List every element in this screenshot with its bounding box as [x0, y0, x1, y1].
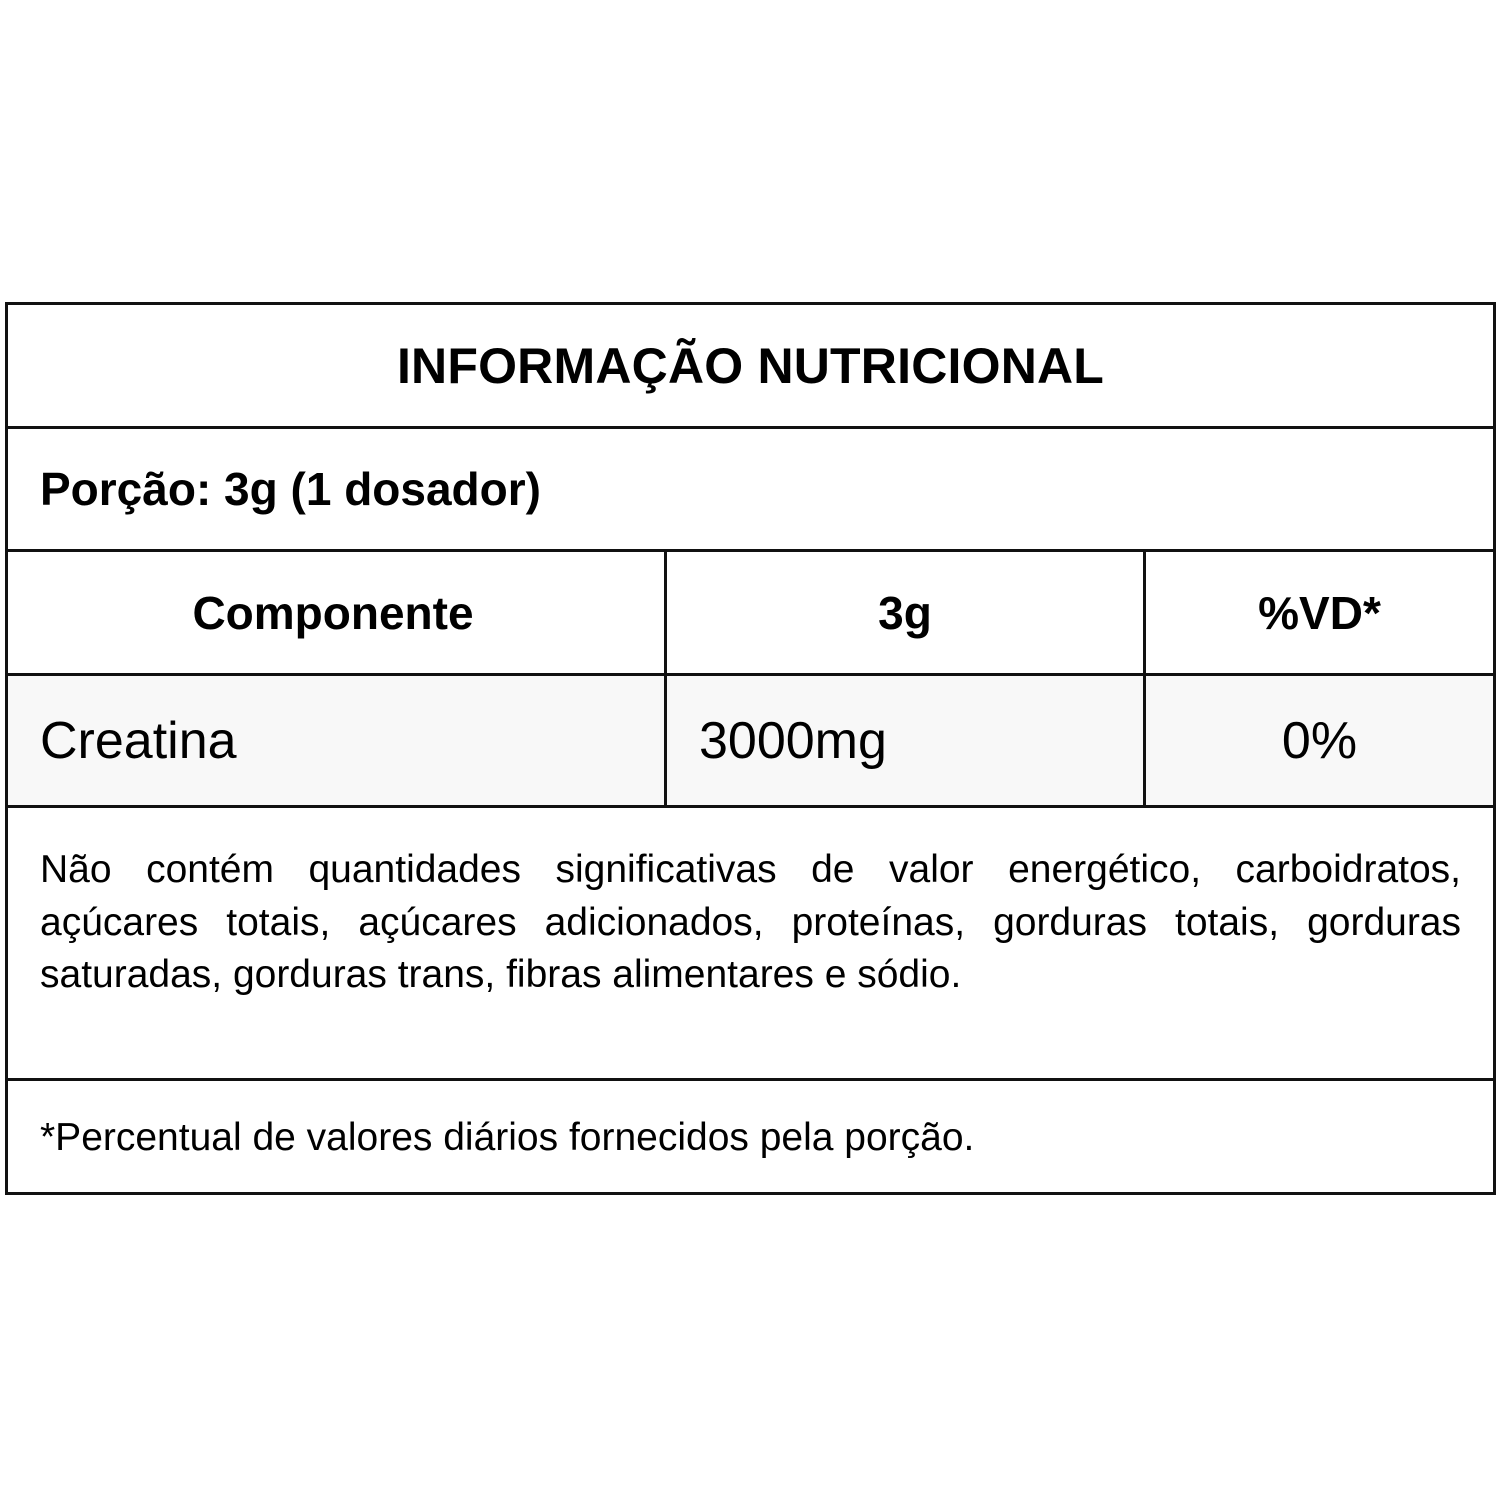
- serving-row: [8, 429, 1493, 552]
- table-header-row: [8, 552, 1493, 676]
- nutrition-facts-label: [5, 302, 1496, 1195]
- header-component: Componente: [8, 552, 667, 673]
- note-row: [8, 808, 1493, 1081]
- component-name: Creatina: [8, 676, 667, 805]
- component-daily-value: 0%: [1281, 711, 1358, 770]
- header-daily-value: %VD*: [1258, 586, 1381, 639]
- table-row: [8, 676, 1493, 808]
- footnote-row: [8, 1081, 1493, 1195]
- component-amount: 3000mg: [667, 676, 1146, 805]
- insignificant-amounts-note: Não contém quantidades significativas de valor energético, carboidratos, açúcares totais, açúcares adicionados, proteínas, gorduras totais, gorduras saturadas, gorduras trans, fibras alimentares e sódio.: [40, 848, 1461, 996]
- daily-value-footnote: *Percentual de valores diários fornecidos pela porção.: [40, 1116, 975, 1159]
- title-row: [8, 305, 1493, 429]
- serving-size: Porção: 3g (1 dosador): [40, 463, 541, 515]
- label-title: INFORMAÇÃO NUTRICIONAL: [396, 337, 1105, 394]
- header-amount: 3g: [667, 552, 1146, 673]
